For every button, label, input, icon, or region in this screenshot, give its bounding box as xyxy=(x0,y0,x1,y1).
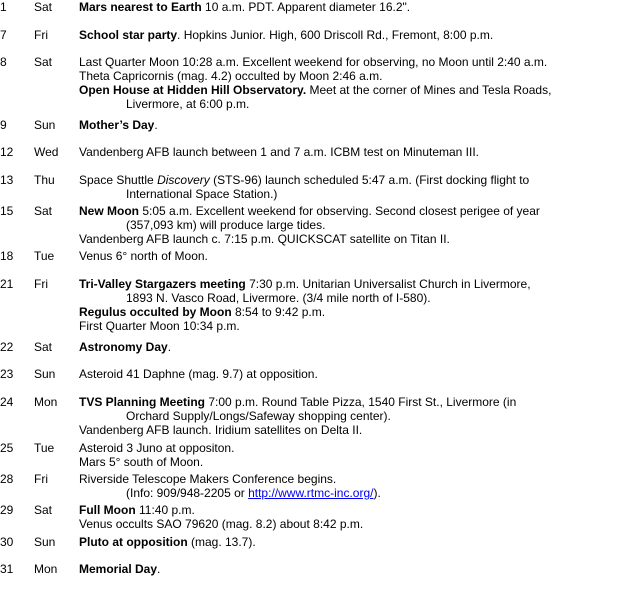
event-text: (mag. 13.7). xyxy=(187,535,256,549)
event-weekday: Sat xyxy=(34,55,53,69)
event-line xyxy=(79,204,624,218)
event-text: 7:30 p.m. Unitarian Universalist Church in Livermore, xyxy=(245,277,531,291)
event-title: Full Moon xyxy=(79,503,136,517)
event-text: 11:40 p.m. xyxy=(135,503,195,517)
event-line xyxy=(79,291,624,305)
event-text: Vandenberg AFB launch c. 7:15 p.m. QUICKSCAT satellite on Titan II. xyxy=(79,232,450,246)
event-line xyxy=(79,249,624,263)
event-title: Regulus occulted by Moon xyxy=(79,305,232,319)
event-line xyxy=(79,97,624,111)
event-description xyxy=(79,55,624,111)
event-line xyxy=(79,535,624,549)
event-weekday: Mon xyxy=(34,562,58,576)
event-text: Asteroid 3 Juno at oppositon. xyxy=(79,441,235,455)
event-weekday: Tue xyxy=(34,441,55,455)
event-text: Meet at the corner of Mines and Tesla Roads, xyxy=(306,83,552,97)
event-weekday: Sun xyxy=(34,535,56,549)
event-text: 1893 N. Vasco Road, Livermore. (3/4 mile north of I-580). xyxy=(126,291,431,305)
event-weekday: Fri xyxy=(34,472,48,486)
event-title: Pluto at opposition xyxy=(79,535,188,549)
event-text: Venus 6° north of Moon. xyxy=(79,249,208,263)
event-line xyxy=(79,503,624,517)
event-weekday: Mon xyxy=(34,395,58,409)
event-day-number: 30 xyxy=(0,535,14,549)
event-line xyxy=(79,218,624,232)
event-weekday: Thu xyxy=(34,173,55,187)
event-title: Astronomy Day xyxy=(79,340,168,354)
event-day-number: 1 xyxy=(0,0,7,14)
event-day-number: 13 xyxy=(0,173,14,187)
event-text: Vandenberg AFB launch. Iridium satellites on Delta II. xyxy=(79,423,363,437)
event-text: . xyxy=(154,118,158,132)
event-title: Open House at Hidden Hill Observatory. xyxy=(79,83,307,97)
event-title: Memorial Day xyxy=(79,562,158,576)
event-day-number: 7 xyxy=(0,28,7,42)
event-line xyxy=(79,486,624,500)
event-day-number: 8 xyxy=(0,55,7,69)
event-line xyxy=(79,173,624,187)
event-text: (STS-96) launch scheduled 5:47 a.m. (First docking flight to xyxy=(209,173,530,187)
event-text: 8:54 to 9:42 p.m. xyxy=(231,305,326,319)
event-description xyxy=(79,535,624,549)
event-weekday: Sat xyxy=(34,340,53,354)
event-text: . xyxy=(167,340,172,354)
event-description xyxy=(79,340,624,354)
event-description xyxy=(79,395,624,437)
event-day-number: 24 xyxy=(0,395,14,409)
event-text: Livermore, at 6:00 p.m. xyxy=(126,97,250,111)
event-day-number: 29 xyxy=(0,503,14,517)
event-text: . xyxy=(157,562,161,576)
event-text: (Info: 909/948-2205 or xyxy=(126,486,249,500)
event-line xyxy=(79,319,624,333)
event-weekday: Sat xyxy=(34,204,53,218)
event-text: Theta Capricornis (mag. 4.2) occulted by Moon 2:46 a.m. xyxy=(79,69,383,83)
event-text: Riverside Telescope Makers Conference begins. xyxy=(79,472,337,486)
event-text: ). xyxy=(373,486,381,500)
rtmc-website-link[interactable]: http://www.rtmc-inc.org/ xyxy=(248,486,374,500)
event-title: Mars nearest to Earth xyxy=(79,0,202,14)
event-day-number: 25 xyxy=(0,441,14,455)
event-weekday: Tue xyxy=(34,249,55,263)
event-title: Tri-Valley Stargazers meeting xyxy=(79,277,246,291)
event-day-number: 23 xyxy=(0,367,14,381)
event-description xyxy=(79,145,624,159)
event-description xyxy=(79,277,624,333)
event-emphasis: Discovery xyxy=(157,173,210,187)
event-description xyxy=(79,204,624,246)
event-line xyxy=(79,340,624,354)
event-line xyxy=(79,0,624,14)
event-line xyxy=(79,409,624,423)
event-text: International Space Station.) xyxy=(126,187,278,201)
event-text: Mars 5° south of Moon. xyxy=(79,455,204,469)
event-line xyxy=(79,305,624,319)
event-title: TVS Planning Meeting xyxy=(79,395,206,409)
event-title: New Moon xyxy=(79,204,139,218)
event-line xyxy=(79,455,624,469)
event-description xyxy=(79,441,624,469)
event-line xyxy=(79,83,624,97)
event-line xyxy=(79,69,624,83)
event-text: 5:05 a.m. Excellent weekend for observing. Second closest perigee of year xyxy=(139,204,540,218)
event-weekday: Sun xyxy=(34,118,56,132)
event-line xyxy=(79,187,624,201)
event-day-number: 15 xyxy=(0,204,14,218)
event-text: Space Shuttle xyxy=(79,173,158,187)
event-description xyxy=(79,28,624,42)
event-description xyxy=(79,472,624,500)
event-text: Vandenberg AFB launch between 1 and 7 a.m. ICBM test on Minuteman III. xyxy=(79,145,480,159)
event-line xyxy=(79,441,624,455)
event-description xyxy=(79,173,624,201)
event-title: School star party xyxy=(79,28,178,42)
event-weekday: Sun xyxy=(34,367,56,381)
event-line xyxy=(79,55,624,69)
event-day-number: 28 xyxy=(0,472,14,486)
event-text: Venus occults SAO 79620 (mag. 8.2) about 8:42 p.m. xyxy=(79,517,364,531)
event-day-number: 18 xyxy=(0,249,14,263)
event-day-number: 12 xyxy=(0,145,14,159)
event-line xyxy=(79,118,624,132)
event-text: (357,093 km) will produce large tides. xyxy=(126,218,326,232)
event-line xyxy=(79,472,624,486)
event-line xyxy=(79,367,624,381)
event-description xyxy=(79,249,624,263)
event-day-number: 31 xyxy=(0,562,14,576)
event-line xyxy=(79,232,624,246)
event-description xyxy=(79,503,624,531)
event-text: First Quarter Moon 10:34 p.m. xyxy=(79,319,240,333)
event-text: Orchard Supply/Longs/Safeway shopping center). xyxy=(126,409,391,423)
event-description xyxy=(79,0,624,14)
event-text: 10 a.m. PDT. Apparent diameter 16.2". xyxy=(201,0,411,14)
event-line xyxy=(79,562,624,576)
event-day-number: 9 xyxy=(0,118,7,132)
event-line xyxy=(79,423,624,437)
event-description xyxy=(79,118,624,132)
event-text: 7:00 p.m. Round Table Pizza, 1540 First St., Livermore (in xyxy=(205,395,517,409)
event-weekday: Wed xyxy=(34,145,59,159)
event-line xyxy=(79,145,624,159)
event-text: Asteroid 41 Daphne (mag. 9.7) at opposition. xyxy=(79,367,318,381)
event-line xyxy=(79,277,624,291)
event-weekday: Sat xyxy=(34,0,53,14)
event-line xyxy=(79,28,624,42)
event-day-number: 21 xyxy=(0,277,14,291)
event-line xyxy=(79,517,624,531)
event-line xyxy=(79,395,624,409)
event-text: Last Quarter Moon 10:28 a.m. Excellent weekend for observing, no Moon until 2:40 a.m. xyxy=(79,55,548,69)
event-description xyxy=(79,367,624,381)
event-text: . Hopkins Junior. High, 600 Driscoll Rd., Fremont, 8:00 p.m. xyxy=(177,28,494,42)
event-day-number: 22 xyxy=(0,340,14,354)
event-weekday: Fri xyxy=(34,277,48,291)
event-weekday: Fri xyxy=(34,28,48,42)
event-title: Mother’s Day xyxy=(79,118,155,132)
event-weekday: Sat xyxy=(34,503,53,517)
event-description xyxy=(79,562,624,576)
